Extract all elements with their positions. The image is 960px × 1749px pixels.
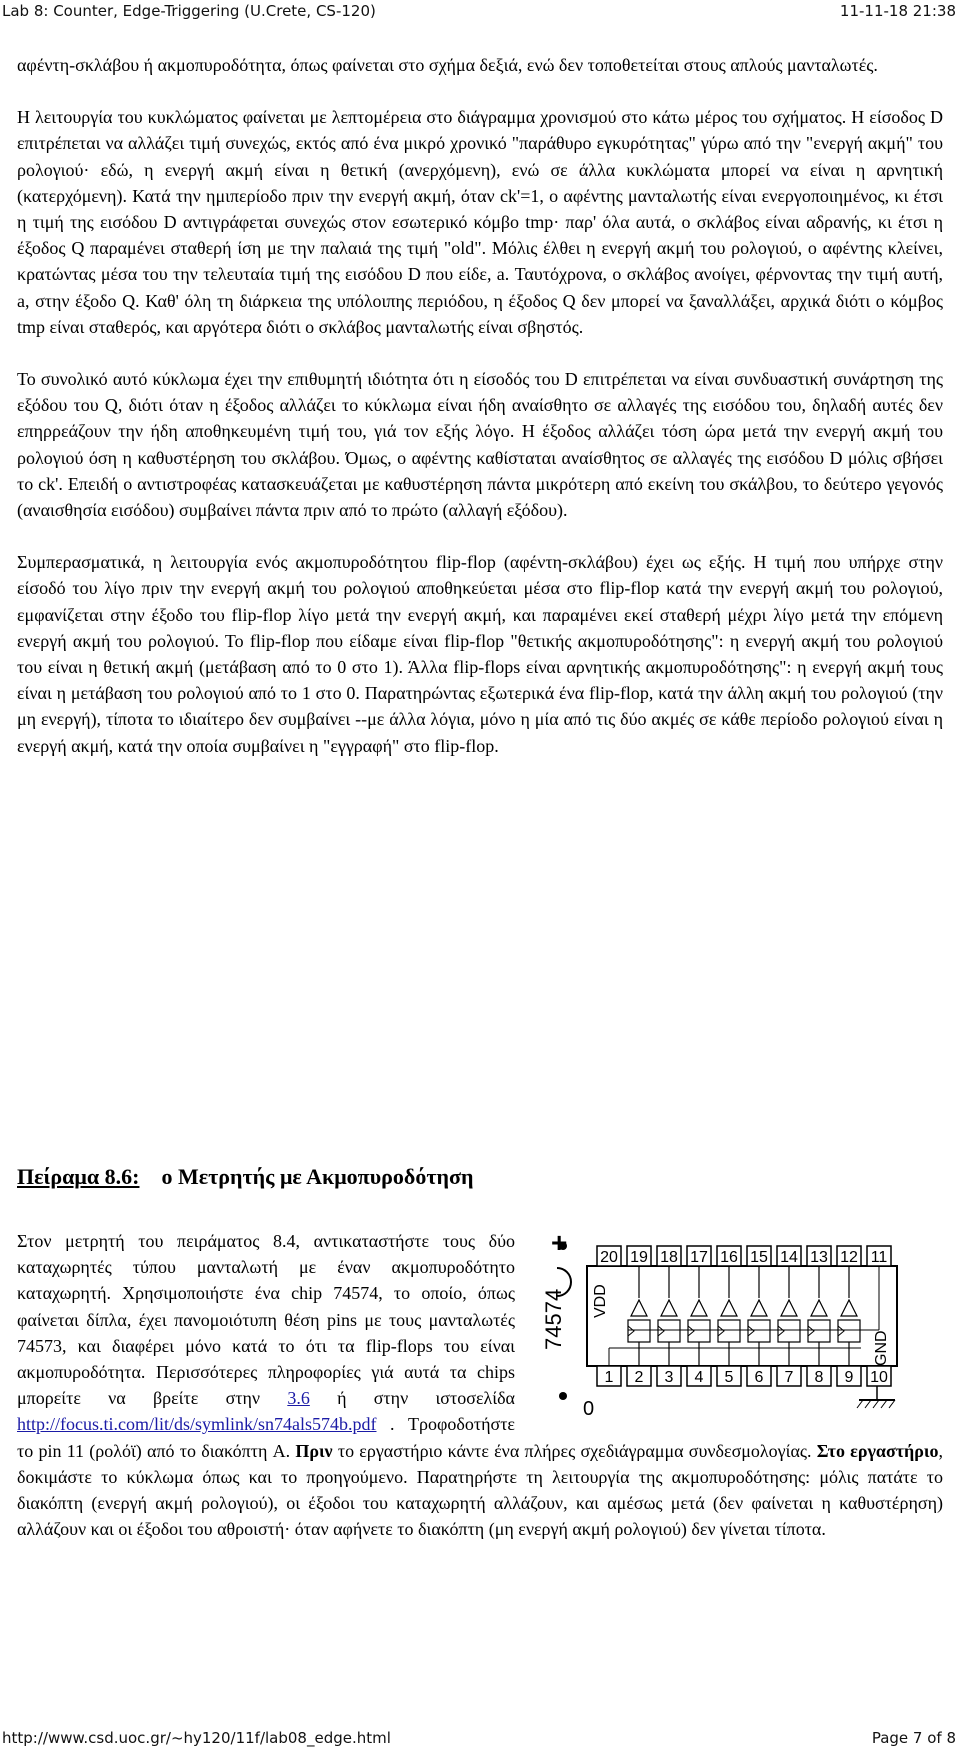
svg-text:17: 17: [690, 1249, 708, 1266]
bold-in-lab: Στο εργαστήριο: [816, 1440, 939, 1461]
pin-14: [777, 1246, 801, 1266]
page-title: Lab 8: Counter, Edge-Triggering (U.Crete, CS-120): [2, 2, 376, 20]
pin-5: [717, 1366, 741, 1386]
pin-20: [597, 1246, 621, 1266]
svg-text:3: 3: [664, 1369, 674, 1386]
svg-text:6: 6: [754, 1369, 764, 1386]
pin-9: [837, 1366, 861, 1386]
top-pin-row: [597, 1246, 891, 1266]
svg-text:5: 5: [724, 1369, 734, 1386]
svg-text:18: 18: [660, 1249, 678, 1266]
pin-12: [837, 1246, 861, 1266]
experiment-text-d: το εργαστήριο κάντε ένα πλήρες σχεδιάγραμμα συνδεσμολογίας.: [332, 1440, 817, 1461]
document-body: [17, 52, 943, 785]
chip-74574-svg: [533, 1220, 943, 1420]
svg-text:19: 19: [630, 1249, 648, 1266]
svg-text:2: 2: [634, 1369, 644, 1386]
svg-text:10: 10: [870, 1369, 888, 1386]
paragraph: Το συνολικό αυτό κύκλωμα έχει την επιθυμητή ιδιότητα ότι η είσοδός του D επιτρέπεται να είναι συνδυαστική συνάρτηση της εξόδου του Q, διότι όταν η έξοδος αλλάζει το κύκλωμα είναι ήδη αναίσθητο σε αλλαγές της εισόδου του, δηλαδή αυτές δεν επηρρεάζουν την ήδη αποθηκευμένη τιμή του, γιά τον εξής λόγο. Η έξοδος αλλάζει τόση ώρα μετά την ενεργή ακμή του ρολογιού όση η καθυστέρηση του σκλάβου. Όμως, ο αφέντης καθίσταται αναίσθητος σε αλλαγές της εισόδου D μόλις σβήσει το ck'. Επειδή ο αντιστροφέας κατασκευάζεται με καθυστέρηση πάντα μικρότερη από εκείνη του σκάλβου, το δεύτερο γεγονός (αναισθησία εισόδου) συμβαίνει πάντα πριν από το πρώτο (αλλαγή εξόδου).: [17, 369, 943, 521]
svg-text:4: 4: [694, 1369, 704, 1386]
paragraph: αφέντη-σκλάβου ή ακμοπυροδότητα, όπως φαίνεται στο σχήμα δεξιά, ενώ δεν τοποθετείται στους απλούς μανταλωτές.: [17, 55, 878, 75]
svg-text:1: 1: [604, 1369, 614, 1386]
section-link[interactable]: 3.6: [287, 1388, 310, 1409]
pin-1: [597, 1366, 621, 1386]
pin-8: [807, 1366, 831, 1386]
datasheet-link[interactable]: http://focus.ti.com/lit/ds/symlink/sn74als574b.pdf: [17, 1414, 377, 1435]
experiment-text-e: , δοκιμάστε το κύκλωμα όπως και το προηγούμενο. Παρατηρήστε τη λειτουργία της ακμοπυροδότησης: μόλις πατάτε το διακόπτη (ενεργή ακμή ρολογιού), οι έξοδοι του καταχωρητή αλλάζουν, και αμέσως μετά (δεν φαίνεται η καθυστέρηση) αλλάζουν και οι έξοδοι του αθροιστή· όταν αφήνετε το διακόπτη (μη ενεργή ακμή ρολογιού) δεν γίνεται τίποτα.: [17, 1440, 943, 1540]
svg-text:16: 16: [720, 1249, 738, 1266]
svg-text:15: 15: [750, 1249, 768, 1266]
ground-symbol-icon: [857, 1386, 895, 1408]
svg-text:7: 7: [784, 1369, 794, 1386]
pin-15: [747, 1246, 771, 1266]
paragraph: Η λειτουργία του κυκλώματος φαίνεται με λεπτομέρεια στο διάγραμμα χρονισμού στο κάτω μέρος του σχήματος. Η είσοδος D επιτρέπεται να αλλάζει τιμή συνεχώς, εκτός από ένα μικρό χρονικό "παράθυρο εγκυρότητας" γύρω από την "ενεργή ακμή" του ρολογιού· εδώ, η ενεργή ακμή είναι η θετική (ανερχόμενη), ενώ σε άλλα κυκλώματα μπορεί να είναι η αρνητική (κατερχόμενη). Κατά την ημιπερίοδο πριν την ενεργή ακμή, όταν ck'=1, ο αφέντης μανταλωτής είναι ενεργοποιημένος, κι έτσι η τιμή της εισόδου D αντιγράφεται συνεχώς στον εσωτερικό κόμβο tmp· παρ' όλα αυτά, ο σκλάβος είναι αδρανής, κι έτσι η έξοδος Q παραμένει σταθερή ίση με την παλαιά της τιμή "old". Μόλις έλθει η ενεργή ακμή του ρολογιού, ο αφέντης κλείνει, κρατώντας μέσα του την τελευταία τιμή της εισόδου D που είδε, a. Ταυτόχρονα, ο σκλάβος ανοίγει, φέρνοντας την τιμή αυτή, a, στην έξοδο Q. Καθ' όλη τη διάρκεια της υπόλοιπης περιόδου, η έξοδος Q δεν μπορεί να ξαναλλάξει, αρχικά διότι ο κόμβος tmp είναι σταθερός, και αργότερα διότι ο σκλάβος μανταλωτής είναι σβηστός.: [17, 107, 943, 337]
plus-sign: +: [551, 1227, 568, 1258]
zero-label: 0: [583, 1398, 595, 1420]
print-datetime: 11-11-18 21:38: [839, 2, 956, 20]
svg-text:8: 8: [814, 1369, 824, 1386]
bold-before: Πριν: [295, 1440, 333, 1461]
chip-name: 74574: [541, 1288, 566, 1350]
pin-10: [867, 1366, 891, 1386]
pin-7: [777, 1366, 801, 1386]
experiment-text-a: Στον μετρητή του πειράματος 8.4, αντικαταστήστε τους δύο καταχωρητές τύπου μανταλωτή με έναν ακμοπυροδότητο καταχωρητή. Χρησιμοποιήστε ένα chip 74574, το οποίο, όπως φαίνεται δίπλα, έχει πανομοιότυπη θέση pins με τους μανταλωτές 74573, και διαφέρει μόνο κατά το ότι τα flip-flops του είναι ακμοπυροδότητα. Περισσότερες πληροφορίες γιά αυτά τα chips μπορείτε να βρείτε στην: [17, 1231, 515, 1409]
experiment-text-c: . Τροφοδοτήστε το pin 11 (ρολόϊ) από το διακόπτη A.: [17, 1414, 515, 1461]
svg-text:9: 9: [844, 1369, 854, 1386]
pin-18: [657, 1246, 681, 1266]
pin-2: [627, 1366, 651, 1386]
pin-4: [687, 1366, 711, 1386]
svg-text:11: 11: [870, 1249, 888, 1266]
pin-16: [717, 1246, 741, 1266]
gnd-label: GND: [873, 1330, 890, 1366]
pin-19: [627, 1246, 651, 1266]
pin-13: [807, 1246, 831, 1266]
svg-text:14: 14: [780, 1249, 798, 1266]
svg-text:12: 12: [840, 1249, 858, 1266]
bottom-pin-row: [597, 1366, 891, 1386]
experiment-title: ο Μετρητής με Ακμοπυροδότηση: [161, 1164, 474, 1189]
vdd-label: VDD: [592, 1284, 609, 1318]
svg-text:20: 20: [600, 1249, 618, 1266]
pin-3: [657, 1366, 681, 1386]
paragraph: Συμπερασματικά, η λειτουργία ενός ακμοπυροδότητου flip-flop (αφέντη-σκλάβου) έχει ως εξής. Η τιμή που υπήρχε στην είσοδό του λίγο πριν την ενεργή ακμή του ρολογιού αποθηκεύεται μέσα στο flip-flop κατά την ενεργή ακμή του ρολογιού, εμφανίζεται στην έξοδο του flip-flop λίγο μετά την ενεργή ακμή, και παραμένει εκεί σταθερή μέχρι λίγο μετά την επόμενη ενεργή ακμή του ρολογιού. Το flip-flop που είδαμε είναι flip-flop "θετικής ακμοπυροδότησης": η ενεργή ακμή του ρολογιού του είναι η θετική ακμή (μετάβαση από το 0 στο 1). Άλλα flip-flops είναι αρνητικής ακμοπυροδότησης": η ενεργή ακμή τους είναι η μετάβαση του ρολογιού από το 1 στο 0. Παρατηρώντας εξωτερικά ένα flip-flop, κατά την άλλη ακμή του ρολογιού (την μη ενεργή), τίποτα το ιδιαίτερο δεν συμβαίνει --με άλλα λόγια, μόνο η μία από τις δύο ακμές σε κάθε περίοδο ρολογιού είναι η ενεργή ακμή, κατά την οποία συμβαίνει η "εγγραφή" στο flip-flop.: [17, 552, 943, 756]
pin-11: [867, 1246, 891, 1266]
experiment-heading: [17, 1164, 473, 1190]
chip-pinout-diagram: [533, 1220, 943, 1420]
browser-print-footer: [0, 1727, 960, 1749]
experiment-label: Πείραμα 8.6:: [17, 1164, 140, 1189]
page-number: Page 7 of 8: [871, 1729, 956, 1747]
pin-17: [687, 1246, 711, 1266]
page-url: http://www.csd.uoc.gr/~hy120/11f/lab08_edge.html: [2, 1729, 391, 1747]
experiment-paragraph: [17, 1228, 943, 1542]
browser-print-header: [0, 0, 960, 22]
svg-text:13: 13: [810, 1249, 828, 1266]
experiment-text-b: ή στην ιστοσελίδα: [309, 1388, 515, 1409]
pin-6: [747, 1366, 771, 1386]
